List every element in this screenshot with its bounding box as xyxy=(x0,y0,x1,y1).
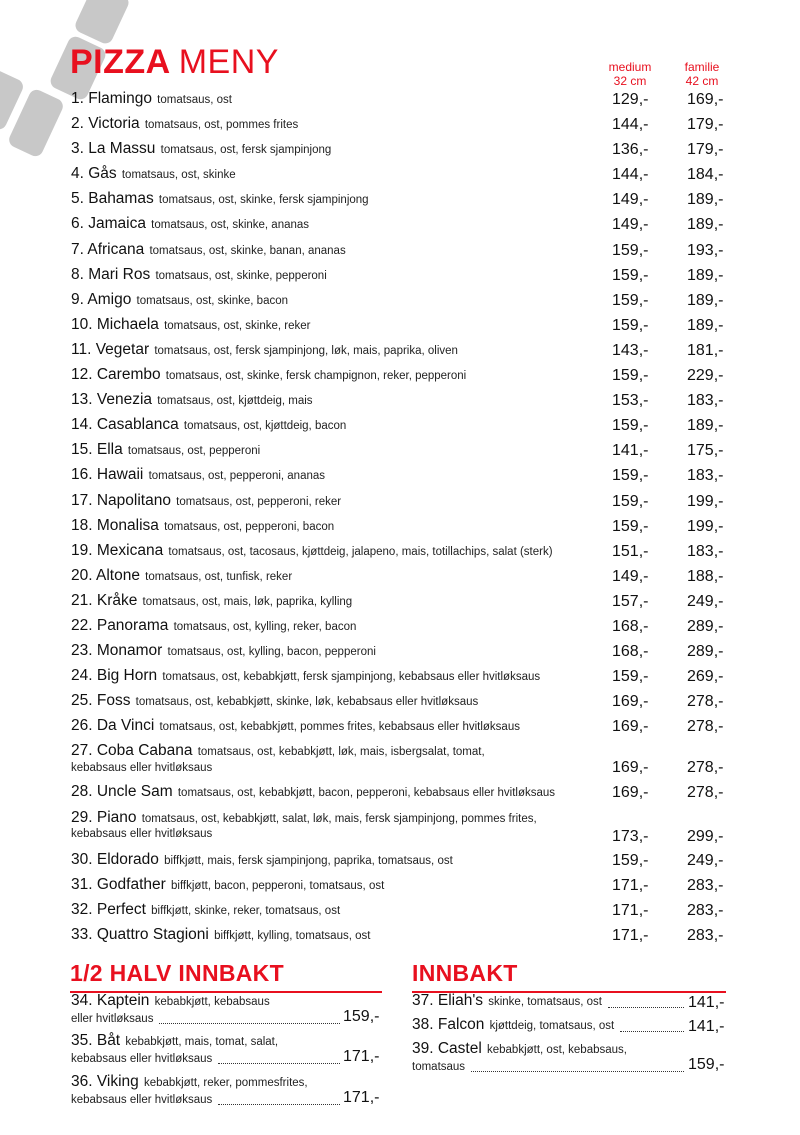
pizza-entry xyxy=(71,493,611,510)
pizza-name: 26. Da Vinci xyxy=(71,717,155,735)
pizza-name: 15. Ella xyxy=(71,441,123,459)
pizza-ingredients: tomatsaus, ost, skinke xyxy=(118,169,236,182)
pizza-entry xyxy=(71,810,611,827)
price-medium: 168,- xyxy=(612,643,649,661)
pizza-entry xyxy=(71,784,611,801)
price-medium: 159,- xyxy=(612,467,649,485)
pizza-entry xyxy=(71,116,611,133)
pizza-ingredients: biffkjøtt, bacon, pepperoni, tomatsaus, ost xyxy=(167,879,385,892)
pizza-entry xyxy=(71,292,611,309)
pizza-name: 14. Casablanca xyxy=(71,416,179,434)
price-medium: 171,- xyxy=(612,926,649,944)
pizza-row xyxy=(71,924,741,949)
sub-item-entry xyxy=(71,993,270,1010)
pizza-ingredients: tomatsaus, ost xyxy=(153,94,232,106)
pizza-name: 22. Panorama xyxy=(71,616,169,634)
price-familie: 183,- xyxy=(687,392,724,410)
price-familie: 283,- xyxy=(687,926,724,944)
pizza-entry xyxy=(71,392,611,409)
pizza-entry xyxy=(71,668,611,685)
price-medium: 149,- xyxy=(612,567,649,585)
sub-item-entry xyxy=(412,1017,614,1034)
price-medium: 159,- xyxy=(612,668,649,686)
price-medium: 149,- xyxy=(612,191,649,209)
sub-item-ingredients-cont: kebabsaus eller hvitløksaus xyxy=(71,1053,213,1065)
pizza-row xyxy=(71,113,741,138)
sub-item-price: 141,- xyxy=(688,1018,725,1035)
pizza-ingredients: tomatsaus, ost, skinke, bacon xyxy=(133,294,289,307)
price-medium: 159,- xyxy=(612,851,649,869)
pizza-entry xyxy=(71,216,611,233)
price-medium: 144,- xyxy=(612,166,649,184)
pizza-entry xyxy=(71,467,611,484)
sub-item-ingredients: kebabkjøtt, ost, kebabsaus, xyxy=(483,1044,627,1056)
pizza-name: 7. Africana xyxy=(71,240,145,258)
pizza-name: 4. Gås xyxy=(71,165,117,183)
pizza-entry xyxy=(71,267,611,284)
price-familie: 175,- xyxy=(687,442,724,460)
pizza-ingredients: tomatsaus, ost, kebabkjøtt, fersk sjampinjong, kebabsaus eller hvitløksaus xyxy=(159,671,541,684)
sub-item-entry xyxy=(71,1033,278,1050)
pizza-name: 23. Monamor xyxy=(71,642,163,660)
sub-item-row xyxy=(71,1033,403,1074)
column-label-familie: familie xyxy=(684,60,720,74)
dot-leader xyxy=(608,1007,684,1008)
pizza-name: 12. Carembo xyxy=(71,366,161,384)
pizza-row xyxy=(71,849,741,874)
dot-leader xyxy=(620,1031,684,1032)
pizza-row xyxy=(71,540,741,565)
pizza-entry xyxy=(71,417,611,434)
price-medium: 159,- xyxy=(612,417,649,435)
pizza-row xyxy=(71,264,741,289)
pizza-entry xyxy=(71,643,611,660)
pizza-entry xyxy=(71,367,611,384)
pizza-name: 28. Uncle Sam xyxy=(71,783,173,801)
price-familie: 278,- xyxy=(687,718,724,736)
price-medium: 157,- xyxy=(612,592,649,610)
price-familie: 229,- xyxy=(687,367,724,385)
sub-item-ingredients: kebabkjøtt, reker, pommesfrites, xyxy=(140,1077,308,1089)
price-familie: 189,- xyxy=(687,417,724,435)
pizza-name: 29. Piano xyxy=(71,808,137,826)
pizza-row xyxy=(71,138,741,163)
pizza-name: 27. Coba Cabana xyxy=(71,742,193,760)
pizza-row xyxy=(71,665,741,690)
pizza-ingredients: tomatsaus, ost, fersk sjampinjong xyxy=(157,144,332,157)
price-familie: 169,- xyxy=(687,91,724,108)
pizza-name: 2. Victoria xyxy=(71,115,140,133)
pizza-ingredients: tomatsaus, ost, pepperoni xyxy=(124,445,261,458)
price-medium: 159,- xyxy=(612,291,649,309)
pizza-name: 32. Perfect xyxy=(71,900,146,918)
column-size-medium: 32 cm xyxy=(613,74,647,88)
price-medium: 171,- xyxy=(612,876,649,894)
price-medium: 141,- xyxy=(612,442,649,460)
pizza-ingredients: tomatsaus, ost, pepperoni, bacon xyxy=(160,520,335,533)
price-familie: 193,- xyxy=(687,241,724,259)
sub-item-row xyxy=(412,1041,748,1081)
price-medium: 159,- xyxy=(612,316,649,334)
pizza-entry xyxy=(71,693,611,710)
pizza-ingredients: tomatsaus, ost, kebabkjøtt, skinke, løk, kebabsaus eller hvitløksaus xyxy=(132,696,479,709)
column-label-medium: medium xyxy=(608,60,652,74)
sub-item-name: 36. Viking xyxy=(71,1073,139,1090)
pizza-row xyxy=(71,490,741,515)
price-familie: 269,- xyxy=(687,668,724,686)
sub-item-name: 35. Båt xyxy=(71,1032,121,1049)
sub-item-price: 159,- xyxy=(343,1008,380,1025)
section-title-innbakt: INNBAKT xyxy=(412,960,518,986)
pizza-row xyxy=(71,565,741,590)
pizza-ingredients: tomatsaus, ost, kebabkjøtt, løk, mais, isbergsalat, tomat, xyxy=(194,746,485,759)
pizza-ingredients: biffkjøtt, mais, fersk sjampinjong, paprika, tomatsaus, ost xyxy=(160,854,453,867)
dot-leader xyxy=(159,1023,340,1024)
pizza-row xyxy=(71,364,741,389)
price-familie: 249,- xyxy=(687,851,724,869)
sub-item-entry xyxy=(412,1041,627,1058)
column-size-familie: 42 cm xyxy=(685,74,719,88)
pizza-row xyxy=(71,807,741,849)
sub-item-name: 39. Castel xyxy=(412,1040,482,1057)
title-bold: PIZZA xyxy=(70,43,171,81)
price-medium: 143,- xyxy=(612,341,649,359)
price-familie: 199,- xyxy=(687,517,724,535)
pizza-name: 6. Jamaica xyxy=(71,215,146,233)
pizza-name: 5. Bahamas xyxy=(71,190,154,208)
pizza-name: 8. Mari Ros xyxy=(71,265,151,283)
pizza-ingredients: biffkjøtt, skinke, reker, tomatsaus, ost xyxy=(147,904,341,917)
title-light: MENY xyxy=(178,43,279,81)
pizza-name: 18. Monalisa xyxy=(71,516,159,534)
sub-item-entry xyxy=(71,1074,308,1091)
price-familie: 249,- xyxy=(687,592,724,610)
pizza-row xyxy=(71,414,741,439)
price-medium: 159,- xyxy=(612,517,649,535)
pizza-ingredients: tomatsaus, ost, pepperoni, reker xyxy=(172,495,342,508)
pizza-ingredients: tomatsaus, ost, tacosaus, kjøttdeig, jalapeno, mais, totillachips, salat (sterk) xyxy=(165,545,553,558)
price-medium: 129,- xyxy=(612,91,649,108)
pizza-list xyxy=(71,88,741,949)
pizza-entry xyxy=(71,442,611,459)
pizza-row xyxy=(71,715,741,740)
pizza-ingredients: tomatsaus, ost, fersk sjampinjong, løk, mais, paprika, oliven xyxy=(151,344,458,357)
pizza-row xyxy=(71,239,741,264)
price-familie: 199,- xyxy=(687,492,724,510)
sub-item-entry xyxy=(412,993,602,1010)
pizza-row xyxy=(71,213,741,238)
sub-item-ingredients-cont: tomatsaus xyxy=(412,1061,466,1073)
pizza-ingredients: tomatsaus, ost, kebabkjøtt, salat, løk, mais, fersk sjampinjong, pommes frites, xyxy=(138,812,537,825)
pizza-row xyxy=(71,640,741,665)
sub-item-price: 159,- xyxy=(688,1056,725,1073)
pizza-ingredients: tomatsaus, ost, kylling, bacon, pepperoni xyxy=(164,646,376,659)
sub-item-ingredients: kebabkjøtt, kebabsaus xyxy=(151,996,270,1008)
pizza-name: 24. Big Horn xyxy=(71,667,158,685)
price-medium: 159,- xyxy=(612,266,649,284)
pizza-entry xyxy=(71,593,611,610)
pizza-entry xyxy=(71,166,611,183)
sub-item-name: 37. Eliah's xyxy=(412,992,484,1009)
pizza-entry xyxy=(71,518,611,535)
pizza-entry xyxy=(71,852,611,869)
pizza-name: 16. Hawaii xyxy=(71,466,144,484)
pizza-entry xyxy=(71,317,611,334)
price-medium: 171,- xyxy=(612,901,649,919)
price-familie: 179,- xyxy=(687,116,724,134)
pizza-row xyxy=(71,339,741,364)
pizza-name: 31. Godfather xyxy=(71,875,166,893)
sub-item-row xyxy=(71,993,403,1033)
pizza-entry xyxy=(71,568,611,585)
pizza-ingredients-cont: kebabsaus eller hvitløksaus xyxy=(71,827,213,840)
pizza-ingredients: tomatsaus, ost, skinke, fersk champignon, reker, pepperoni xyxy=(162,370,467,383)
dot-leader xyxy=(218,1104,340,1105)
pizza-row xyxy=(71,188,741,213)
pizza-row xyxy=(71,289,741,314)
price-medium: 159,- xyxy=(612,492,649,510)
pizza-name: 19. Mexicana xyxy=(71,541,164,559)
price-familie: 278,- xyxy=(687,784,724,802)
pizza-ingredients: tomatsaus, ost, kebabkjøtt, pommes frites, kebabsaus eller hvitløksaus xyxy=(156,721,520,734)
pizza-ingredients: tomatsaus, ost, skinke, banan, ananas xyxy=(146,244,346,257)
price-familie: 278,- xyxy=(687,693,724,711)
price-familie: 183,- xyxy=(687,467,724,485)
pizza-row xyxy=(71,88,741,113)
pizza-ingredients: tomatsaus, ost, kjøttdeig, bacon xyxy=(180,420,347,433)
price-familie: 278,- xyxy=(687,759,724,777)
price-familie: 181,- xyxy=(687,341,724,359)
sub-item-price: 171,- xyxy=(343,1089,380,1106)
pizza-ingredients: tomatsaus, ost, tunfisk, reker xyxy=(141,570,293,583)
price-medium: 168,- xyxy=(612,617,649,635)
pizza-ingredients: tomatsaus, ost, kjøttdeig, mais xyxy=(154,395,313,408)
price-medium: 136,- xyxy=(612,141,649,159)
pizza-row xyxy=(71,464,741,489)
pizza-row xyxy=(71,899,741,924)
price-familie: 183,- xyxy=(687,542,724,560)
pizza-row xyxy=(71,515,741,540)
pizza-row xyxy=(71,389,741,414)
dot-leader xyxy=(218,1063,340,1064)
pizza-row xyxy=(71,163,741,188)
pizza-entry xyxy=(71,191,611,208)
pizza-name: 33. Quattro Stagioni xyxy=(71,925,209,943)
sub-item-ingredients-cont: eller hvitløksaus xyxy=(71,1013,154,1025)
pizza-name: 25. Foss xyxy=(71,692,131,710)
sub-item-row xyxy=(412,1017,748,1041)
pizza-entry xyxy=(71,927,611,944)
page-title xyxy=(70,42,279,82)
price-medium: 169,- xyxy=(612,759,649,777)
pizza-name: 21. Kråke xyxy=(71,591,138,609)
pizza-entry xyxy=(71,743,611,760)
pizza-ingredients: tomatsaus, ost, skinke, pepperoni xyxy=(152,269,327,282)
dot-leader xyxy=(471,1071,684,1072)
sub-item-price: 141,- xyxy=(688,994,725,1011)
pizza-name: 17. Napolitano xyxy=(71,491,171,509)
price-medium: 173,- xyxy=(612,827,649,845)
pizza-entry xyxy=(71,242,611,259)
pizza-entry xyxy=(71,718,611,735)
sub-item-ingredients: kebabkjøtt, mais, tomat, salat, xyxy=(122,1036,279,1048)
pizza-name: 13. Venezia xyxy=(71,391,153,409)
pizza-row xyxy=(71,874,741,899)
price-familie: 189,- xyxy=(687,316,724,334)
price-familie: 289,- xyxy=(687,617,724,635)
sub-item-name: 38. Falcon xyxy=(412,1016,485,1033)
pizza-ingredients: tomatsaus, ost, skinke, fersk sjampinjong xyxy=(155,194,369,207)
pizza-ingredients: tomatsaus, ost, mais, løk, paprika, kylling xyxy=(139,595,353,608)
pizza-row xyxy=(71,690,741,715)
price-familie: 188,- xyxy=(687,567,724,585)
pizza-row xyxy=(71,314,741,339)
pizza-entry xyxy=(71,543,611,560)
sub-item-row xyxy=(71,1074,403,1116)
pizza-entry xyxy=(71,141,611,158)
price-familie: 299,- xyxy=(687,827,724,845)
column-header-familie xyxy=(657,60,747,88)
pizza-ingredients: tomatsaus, ost, skinke, ananas xyxy=(147,219,310,232)
pizza-ingredients: biffkjøtt, kylling, tomatsaus, ost xyxy=(210,929,371,942)
price-medium: 144,- xyxy=(612,116,649,134)
pizza-ingredients: tomatsaus, ost, pommes frites xyxy=(141,119,299,132)
pizza-name: 10. Michaela xyxy=(71,315,159,333)
price-familie: 189,- xyxy=(687,266,724,284)
pizza-ingredients: tomatsaus, ost, kylling, reker, bacon xyxy=(170,620,357,633)
pizza-entry xyxy=(71,902,611,919)
section-title-halv-innbakt: 1/2 HALV INNBAKT xyxy=(70,960,284,986)
pizza-name: 3. La Massu xyxy=(71,140,156,158)
price-familie: 283,- xyxy=(687,901,724,919)
pizza-row xyxy=(71,740,741,781)
price-familie: 189,- xyxy=(687,191,724,209)
pizza-entry xyxy=(71,877,611,894)
sub-item-price: 171,- xyxy=(343,1048,380,1065)
sub-item-row xyxy=(412,993,748,1017)
pizza-name: 11. Vegetar xyxy=(71,340,150,358)
pizza-ingredients: tomatsaus, ost, pepperoni, ananas xyxy=(145,470,326,483)
pizza-entry xyxy=(71,618,611,635)
price-medium: 169,- xyxy=(612,693,649,711)
pizza-row xyxy=(71,590,741,615)
sub-item-name: 34. Kaptein xyxy=(71,992,150,1009)
price-medium: 169,- xyxy=(612,784,649,802)
sub-item-ingredients-cont: kebabsaus eller hvitløksaus xyxy=(71,1094,213,1106)
price-familie: 289,- xyxy=(687,643,724,661)
price-medium: 169,- xyxy=(612,718,649,736)
price-familie: 189,- xyxy=(687,291,724,309)
pizza-entry xyxy=(71,91,611,108)
price-medium: 153,- xyxy=(612,392,649,410)
price-medium: 159,- xyxy=(612,367,649,385)
price-medium: 149,- xyxy=(612,216,649,234)
pizza-ingredients: tomatsaus, ost, skinke, reker xyxy=(160,319,311,332)
sub-item-ingredients: skinke, tomatsaus, ost xyxy=(485,996,602,1008)
price-familie: 189,- xyxy=(687,216,724,234)
pizza-row xyxy=(71,781,741,806)
pizza-ingredients: tomatsaus, ost, kebabkjøtt, bacon, pepperoni, kebabsaus eller hvitløksaus xyxy=(174,787,556,800)
pizza-name: 1. Flamingo xyxy=(71,90,152,107)
pizza-name: 30. Eldorado xyxy=(71,850,159,868)
price-medium: 159,- xyxy=(612,241,649,259)
pizza-ingredients-cont: kebabsaus eller hvitløksaus xyxy=(71,762,213,775)
price-familie: 184,- xyxy=(687,166,724,184)
price-medium: 151,- xyxy=(612,542,649,560)
pizza-entry xyxy=(71,342,611,359)
pizza-name: 9. Amigo xyxy=(71,290,132,308)
price-familie: 179,- xyxy=(687,141,724,159)
pizza-name: 20. Altone xyxy=(71,566,140,584)
pizza-row xyxy=(71,615,741,640)
sub-item-ingredients: kjøttdeig, tomatsaus, ost xyxy=(486,1020,615,1032)
pizza-row xyxy=(71,439,741,464)
price-familie: 283,- xyxy=(687,876,724,894)
